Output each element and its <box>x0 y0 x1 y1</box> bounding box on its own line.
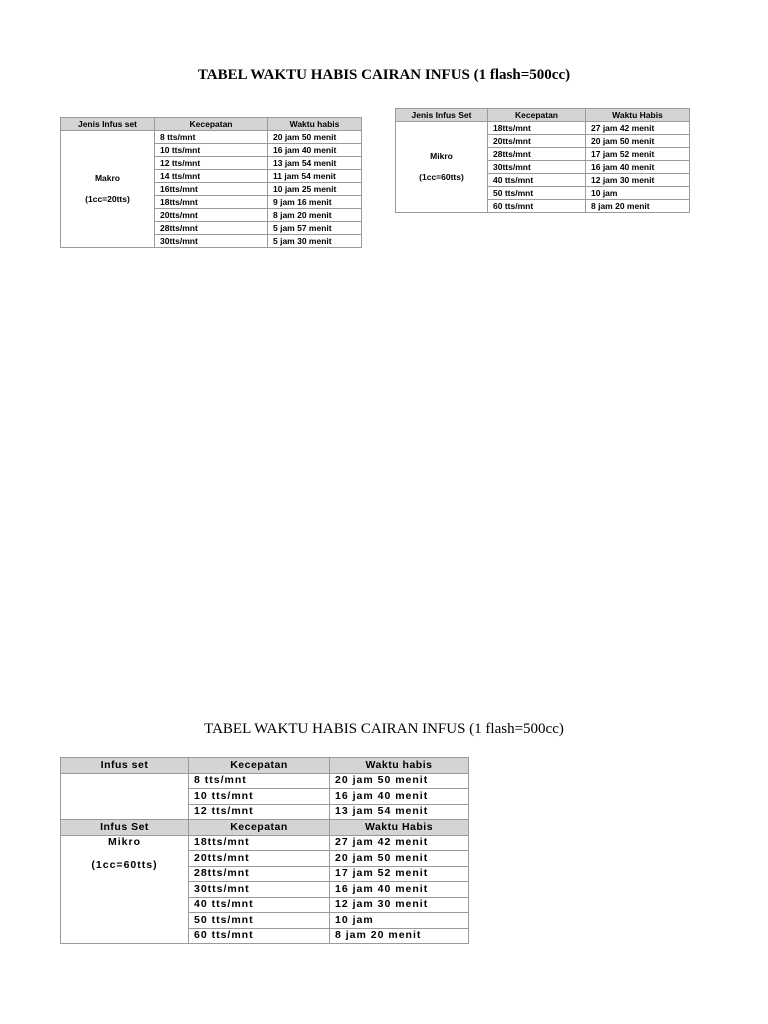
column-header-waktu: Waktu habis <box>330 758 469 774</box>
column-header-jenis: Jenis Infus Set <box>396 109 488 122</box>
column-header-kecepatan: Kecepatan <box>155 118 268 131</box>
duration-cell: 9 jam 16 menit <box>268 196 362 209</box>
speed-cell: 8 tts/mnt <box>155 131 268 144</box>
jenis-ratio: (1cc=60tts) <box>419 172 464 182</box>
speed-cell: 20tts/mnt <box>488 135 586 148</box>
column-header-waktu: Waktu habis <box>268 118 362 131</box>
speed-cell: 40 tts/mnt <box>488 174 586 187</box>
jenis-name: Mikro <box>107 835 141 848</box>
duration-cell: 27 jam 42 menit <box>586 122 690 135</box>
speed-cell: 30tts/mnt <box>189 882 330 898</box>
duration-cell: 8 jam 20 menit <box>586 200 690 213</box>
column-header-jenis: Jenis Infus set <box>61 118 155 131</box>
mikro-table <box>395 108 690 213</box>
jenis-ratio: (1cc=20tts) <box>85 194 130 204</box>
page-title: TABEL WAKTU HABIS CAIRAN INFUS (1 flash=500cc) <box>197 67 571 83</box>
duration-cell: 17 jam 52 menit <box>330 866 469 882</box>
table-header-row <box>61 118 362 131</box>
table-row <box>61 835 469 851</box>
jenis-name: Mikro <box>430 151 453 161</box>
jenis-name: Makro <box>94 173 121 183</box>
jenis-cell <box>61 835 189 944</box>
duration-cell: 20 jam 50 menit <box>586 135 690 148</box>
speed-cell: 18tts/mnt <box>189 835 330 851</box>
speed-cell: 30tts/mnt <box>488 161 586 174</box>
duration-cell: 11 jam 54 menit <box>268 170 362 183</box>
column-header-kecepatan: Kecepatan <box>488 109 586 122</box>
jenis-cell <box>61 131 155 248</box>
speed-cell: 50 tts/mnt <box>488 187 586 200</box>
table-header-row <box>61 758 469 774</box>
speed-cell: 12 tts/mnt <box>155 157 268 170</box>
duration-cell: 17 jam 52 menit <box>586 148 690 161</box>
table-row <box>396 122 690 135</box>
duration-cell: 8 jam 20 menit <box>268 209 362 222</box>
column-header-jenis: Infus set <box>61 758 189 774</box>
duration-cell: 16 jam 40 menit <box>586 161 690 174</box>
speed-cell: 28tts/mnt <box>155 222 268 235</box>
speed-cell: 30tts/mnt <box>155 235 268 248</box>
speed-cell: 60 tts/mnt <box>189 928 330 944</box>
column-header-jenis: Infus Set <box>61 820 189 836</box>
duration-cell: 13 jam 54 menit <box>268 157 362 170</box>
section-title: TABEL WAKTU HABIS CAIRAN INFUS (1 flash=500cc) <box>204 721 564 737</box>
column-header-kecepatan: Kecepatan <box>189 758 330 774</box>
duration-cell: 10 jam <box>586 187 690 200</box>
duration-cell: 12 jam 30 menit <box>586 174 690 187</box>
column-header-kecepatan: Kecepatan <box>189 820 330 836</box>
duration-cell: 27 jam 42 menit <box>330 835 469 851</box>
jenis-cell-empty <box>61 773 189 820</box>
makro-table <box>60 117 362 248</box>
speed-cell: 12 tts/mnt <box>189 804 330 820</box>
speed-cell: 8 tts/mnt <box>189 773 330 789</box>
speed-cell: 10 tts/mnt <box>189 789 330 805</box>
duration-cell: 12 jam 30 menit <box>330 897 469 913</box>
duration-cell: 5 jam 57 menit <box>268 222 362 235</box>
duration-cell: 16 jam 40 menit <box>330 882 469 898</box>
speed-cell: 28tts/mnt <box>189 866 330 882</box>
jenis-cell <box>396 122 488 213</box>
speed-cell: 20tts/mnt <box>189 851 330 867</box>
duration-cell: 20 jam 50 menit <box>330 773 469 789</box>
duration-cell: 16 jam 40 menit <box>268 144 362 157</box>
duration-cell: 8 jam 20 menit <box>330 928 469 944</box>
jenis-ratio: (1cc=60tts) <box>91 858 158 871</box>
speed-cell: 16tts/mnt <box>155 183 268 196</box>
table-header-row <box>396 109 690 122</box>
speed-cell: 18tts/mnt <box>488 122 586 135</box>
speed-cell: 18tts/mnt <box>155 196 268 209</box>
column-header-waktu: Waktu Habis <box>586 109 690 122</box>
duration-cell: 10 jam <box>330 913 469 929</box>
table-row <box>61 773 469 789</box>
duration-cell: 10 jam 25 menit <box>268 183 362 196</box>
column-header-waktu: Waktu Habis <box>330 820 469 836</box>
speed-cell: 10 tts/mnt <box>155 144 268 157</box>
speed-cell: 14 tts/mnt <box>155 170 268 183</box>
speed-cell: 28tts/mnt <box>488 148 586 161</box>
speed-cell: 60 tts/mnt <box>488 200 586 213</box>
table-header-row <box>61 820 469 836</box>
speed-cell: 40 tts/mnt <box>189 897 330 913</box>
duration-cell: 20 jam 50 menit <box>268 131 362 144</box>
duration-cell: 16 jam 40 menit <box>330 789 469 805</box>
duration-cell: 13 jam 54 menit <box>330 804 469 820</box>
speed-cell: 50 tts/mnt <box>189 913 330 929</box>
table-row <box>61 131 362 144</box>
combined-table <box>60 757 469 944</box>
speed-cell: 20tts/mnt <box>155 209 268 222</box>
duration-cell: 20 jam 50 menit <box>330 851 469 867</box>
duration-cell: 5 jam 30 menit <box>268 235 362 248</box>
